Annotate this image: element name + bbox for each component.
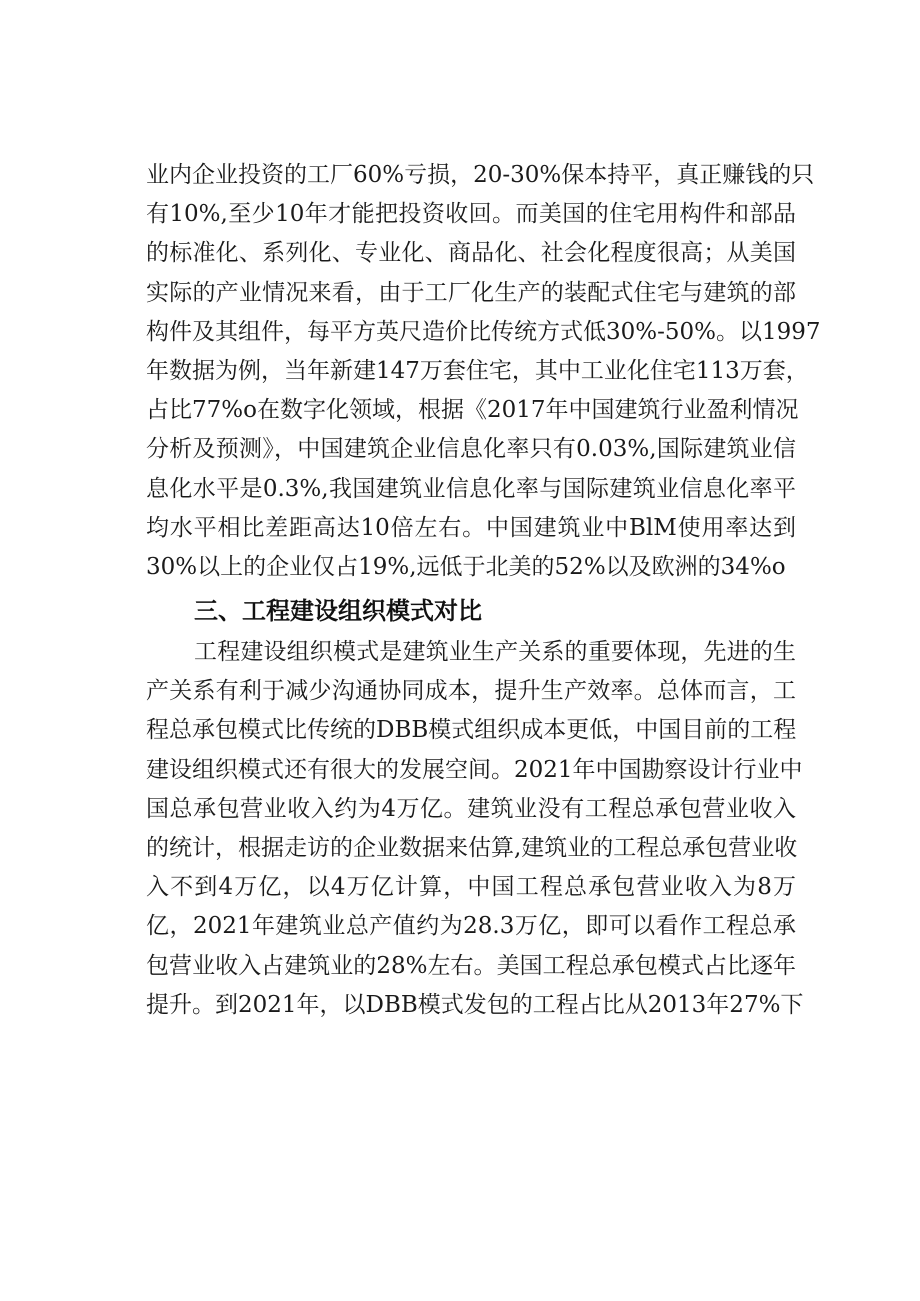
document-body — [146, 156, 821, 1025]
paragraph-investment-digitalization — [146, 156, 821, 587]
text-line: 产关系有利于减少沟通协同成本，提升生产效率。总体而言，工 — [146, 678, 796, 705]
text-line: 包营业收入占建筑业的28%左右。美国工程总承包模式占比逐年 — [146, 952, 796, 979]
text-line: 提升。到2021年，以DBB模式发包的工程占比从2013年27%下 — [146, 991, 804, 1018]
text-line: 的标准化、系列化、专业化、商品化、社会化程度很高；从美国 — [146, 240, 796, 267]
text-line: 国总承包营业收入约为4万亿。建筑业没有工程总承包营业收入 — [146, 795, 796, 822]
text-line: 业内企业投资的工厂60%亏损，20-30%保本持平，真正赚钱的只 — [146, 162, 815, 188]
text-line: 的统计，根据走访的企业数据来估算,建筑业的工程总承包营业收 — [146, 835, 798, 861]
text-line: 息化水平是0.3%,我国建筑业信息化率与国际建筑业信息化率平 — [146, 475, 796, 502]
text-line: 程总承包模式比传统的DBB模式组织成本更低，中国目前的工程 — [146, 717, 797, 744]
paragraph-organization-mode — [146, 633, 804, 1025]
text-line: 入不到4万亿，以4万亿计算，中国工程总承包营业收入为8万 — [146, 874, 796, 901]
text-line: 分析及预测》，中国建筑企业信息化率只有0.03%,国际建筑业信 — [146, 436, 796, 463]
text-line: 均水平相比差距高达10倍左右。中国建筑业中BlM使用率达到 — [146, 514, 796, 541]
section-heading: 三、工程建设组织模式对比 — [194, 597, 482, 626]
text-line: 工程建设组织模式是建筑业生产关系的重要体现，先进的生 — [194, 639, 796, 666]
text-line: 实际的产业情况来看，由于工厂化生产的装配式住宅与建筑的部 — [146, 279, 796, 306]
text-line: 年数据为例，当年新建147万套住宅，其中工业化住宅113万套， — [146, 357, 809, 384]
text-line: 构件及其组件，每平方英尺造价比传统方式低30%-50%。以1997 — [146, 318, 821, 345]
text-line: 建设组织模式还有很大的发展空间。2021年中国勘察设计行业中 — [146, 756, 803, 783]
text-line: 有10%,至少10年才能把投资收回。而美国的住宅用构件和部品 — [146, 201, 796, 228]
text-line: 占比77%o在数字化领域，根据《2017年中国建筑行业盈利情况 — [146, 397, 799, 424]
text-line: 亿，2021年建筑业总产值约为28.3万亿，即可以看作工程总承 — [146, 913, 796, 940]
text-line: 30%以上的企业仅占19%,远低于北美的52%以及欧洲的34%o — [146, 553, 786, 580]
